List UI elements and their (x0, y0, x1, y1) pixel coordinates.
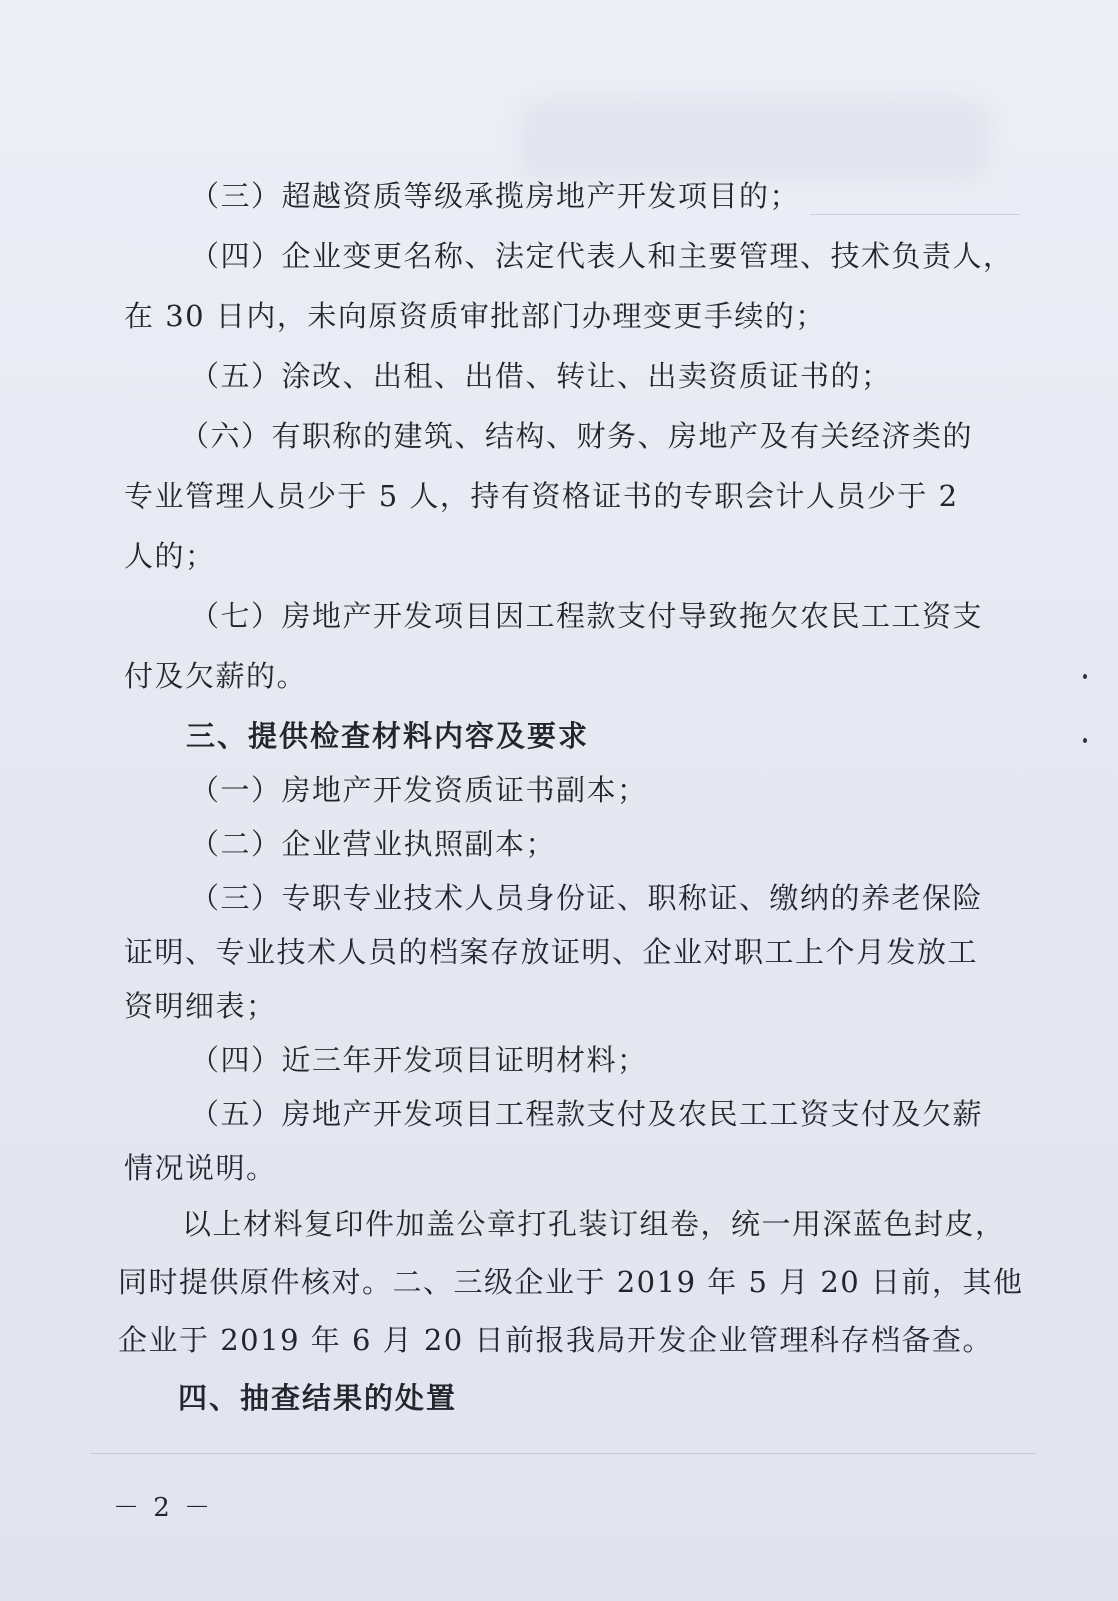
material-5-line-1: （五）房地产开发项目工程款支付及农民工工资支付及欠薪 (190, 1097, 984, 1131)
clause-7-line-1: （七）房地产开发项目因工程款支付导致拖欠农民工工资支 (190, 599, 984, 633)
clause-4-line-1: （四）企业变更名称、法定代表人和主要管理、技术负责人， (190, 239, 1014, 273)
ink-speck (1083, 738, 1087, 743)
faint-bottom-rule (90, 1453, 1036, 1454)
submission-line-1: 以上材料复印件加盖公章打孔装订组卷，统一用深蓝色封皮， (182, 1207, 1006, 1241)
clause-7-line-2: 付及欠薪的。 (124, 659, 308, 693)
material-3-line-2: 证明、专业技术人员的档案存放证明、企业对职工上个月发放工 (124, 935, 979, 969)
section-3-heading: 三、提供检查材料内容及要求 (186, 719, 590, 753)
clause-6-line-3: 人的； (124, 539, 216, 573)
submission-line-2: 同时提供原件核对。二、三级企业于 2019 年 5 月 20 日前，其他 (118, 1265, 1024, 1299)
submission-line-3: 企业于 2019 年 6 月 20 日前报我局开发企业管理科存档备查。 (118, 1323, 993, 1357)
clause-3-line: （三）超越资质等级承揽房地产开发项目的； (190, 179, 801, 213)
bleed-through-shadow (520, 100, 990, 180)
material-3-line-3: 资明细表； (124, 989, 277, 1023)
material-4-line: （四）近三年开发项目证明材料； (190, 1043, 648, 1077)
clause-4-line-2: 在 30 日内，未向原资质审批部门办理变更手续的； (124, 299, 826, 333)
clause-6-line-2: 专业管理人员少于 5 人，持有资格证书的专职会计人员少于 2 (124, 479, 959, 513)
ink-speck (1083, 674, 1087, 679)
clause-5-line: （五）涂改、出租、出借、转让、出卖资质证书的； (190, 359, 892, 393)
material-5-line-2: 情况说明。 (124, 1151, 277, 1185)
page-number: － 2 － (113, 1493, 214, 1523)
material-3-line-1: （三）专职专业技术人员身份证、职称证、缴纳的养老保险 (190, 881, 984, 915)
clause-6-line-1: （六）有职称的建筑、结构、财务、房地产及有关经济类的 (180, 419, 974, 453)
material-2-line: （二）企业营业执照副本； (190, 827, 557, 861)
section-4-heading: 四、抽查结果的处置 (178, 1381, 458, 1415)
material-1-line: （一）房地产开发资质证书副本； (190, 773, 648, 807)
bleed-through-line (810, 214, 1020, 215)
